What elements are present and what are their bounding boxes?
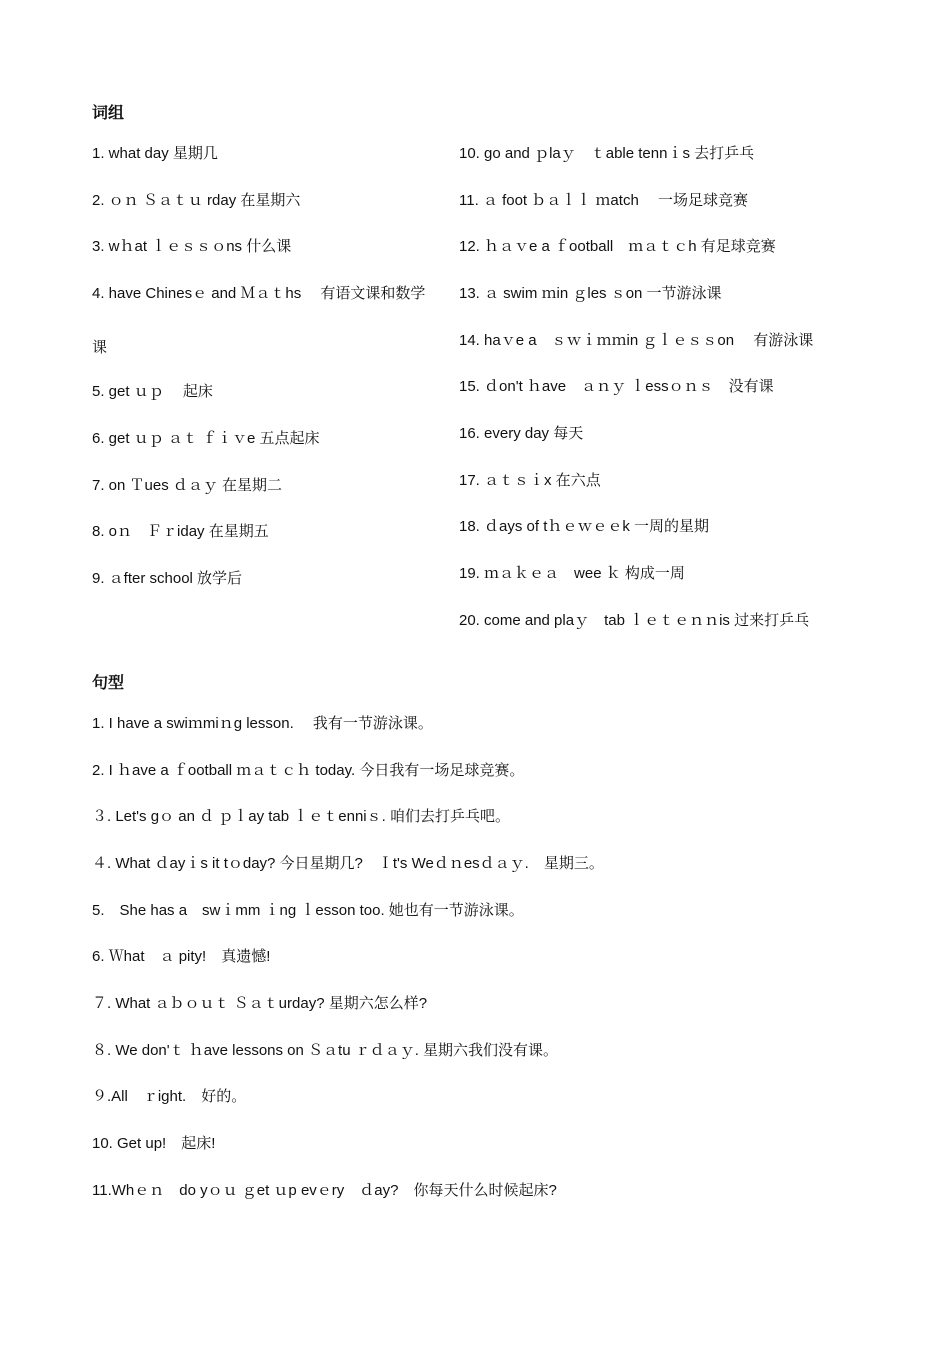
sentence-item: 6. Ｗhat ａ pity! 真遗憾! [92,948,271,965]
phrase-item: 3. wｈat ｌｅｓｓｏns 什么课 [92,238,292,255]
sentence-item: ４. What ｄayｉs it tｏday? 今日星期几? Ｉt's Weｄｎesｄａｙ. 星期三。 [92,855,604,872]
phrase-item: 1. what day 星期几 [92,145,218,162]
phrase-item: 20. come and plaｙ tab ｌｅｔｅｎｎis 过来打乒乓 [459,612,810,629]
phrase-item: 10. go and ｐlaｙ ｔable tennｉs 去打乒乓 [459,145,755,162]
phrase-item: 9. ａfter school 放学后 [92,570,243,587]
phrase-item: 19. ｍａｋｅａ wee ｋ 构成一周 [459,565,685,582]
phrases-heading: 词组 [92,103,125,122]
phrase-item: 15. ｄon't ｈave ａｎｙ ｌessｏｎｓ 没有课 [459,378,774,395]
sentences-heading: 句型 [92,673,125,692]
sentence-item: ７. What ａｂｏｕｔ Ｓａｔurday? 星期六怎么样? [92,995,428,1012]
phrase-item: 14. haｖe a ｓｗｉｍｍin ｇｌｅｓｓon 有游泳课 [459,332,814,349]
phrase-item: 6. get ｕｐ ａｔ ｆｉｖe 五点起床 [92,430,320,447]
sentence-item: 11.Whｅｎ do yｏｕ ｇet ｕp evｅry ｄay? 你每天什么时候起床? [92,1182,557,1199]
phrase-item: 16. every day 每天 [459,425,584,442]
sentence-item: ３. Let's gｏ an ｄ ｐｌay tab ｌｅｔenniｓ. 咱们去打乒乓吧。 [92,808,510,825]
phrase-item-continuation: 课 [92,339,108,356]
phrase-item: 13. ａ swim ｍin ｇles ｓon 一节游泳课 [459,285,722,302]
sentence-item: 1. I have a swiｍmiｎg lesson. 我有一节游泳课。 [92,715,433,732]
phrase-item: 12. ｈａｖe a ｆootball ｍａｔｃh 有足球竞赛 [459,238,776,255]
sentence-item: ８. We don'ｔ ｈave lessons on Ｓａtu ｒｄａｙ. 星期六我们没有课。 [92,1042,559,1059]
phrase-item: 17. ａｔｓｉx 在六点 [459,472,601,489]
sentence-item: 10. Get up! 起床! [92,1135,216,1152]
phrase-item: 8. oｎ Ｆｒiday 在星期五 [92,523,269,540]
phrase-item: 18. ｄays of tｈｅｗｅｅk 一周的星期 [459,518,710,535]
phrase-item: 4. have Chinesｅ and Ｍａｔhs 有语文课和数学 [92,285,426,302]
sentence-item: 5. She has a swｉmm ｉng ｌesson too. 她也有一节游泳课。 [92,902,524,919]
phrase-item: 5. get ｕｐ 起床 [92,383,213,400]
phrase-item: 11. ａ foot ｂａｌｌ ｍatch 一场足球竞赛 [459,192,748,209]
sentence-item: 2. I ｈave a ｆootball ｍａｔｃｈ today. 今日我有一场足球竞赛。 [92,762,525,779]
sentence-item: ９.All ｒight. 好的。 [92,1088,247,1105]
phrase-item: 7. on Ｔues ｄａｙ 在星期二 [92,477,283,494]
phrase-item: 2. ｏｎ Ｓａｔｕ rday 在星期六 [92,192,301,209]
